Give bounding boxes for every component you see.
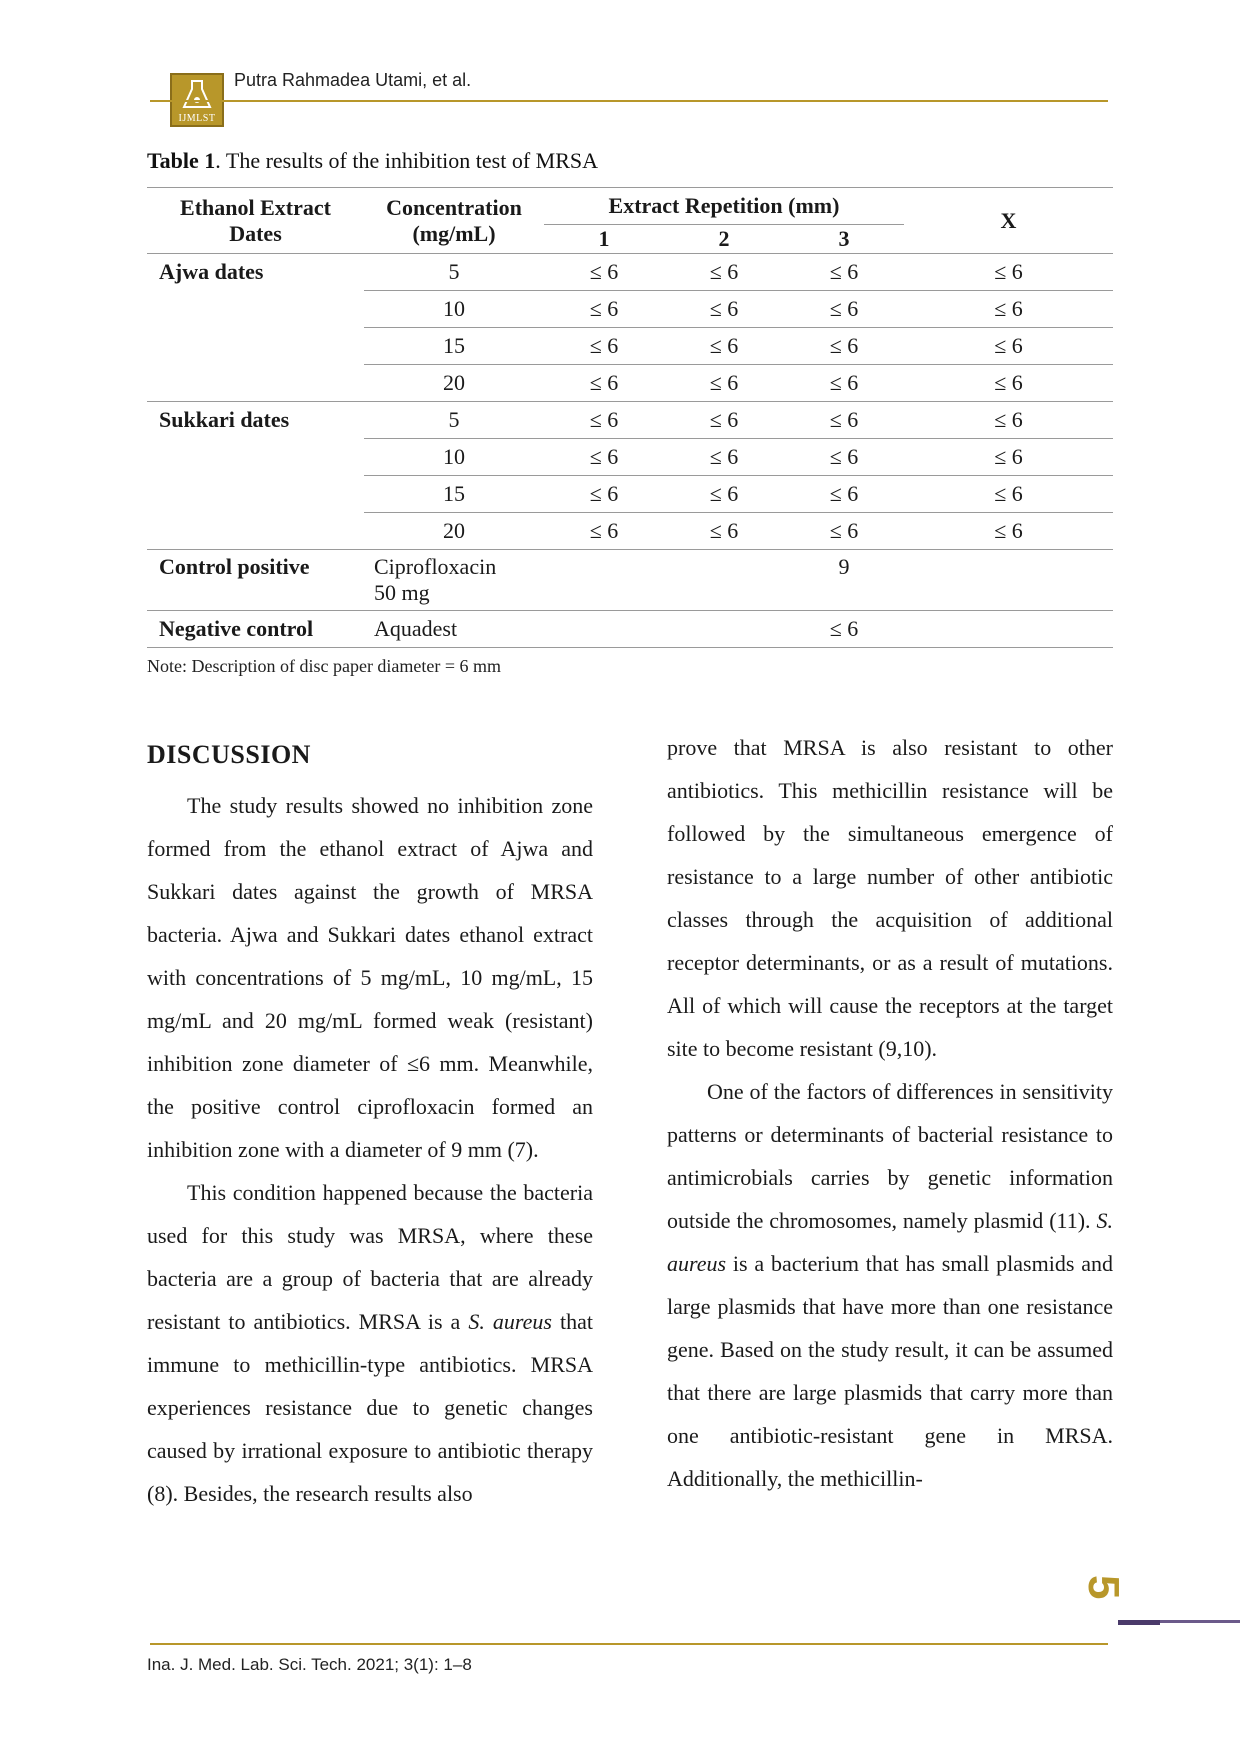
column-left xyxy=(147,740,593,1515)
table-row xyxy=(147,365,1113,402)
cell-empty xyxy=(147,365,364,402)
cell-rep2: ≤ 6 xyxy=(664,513,784,550)
cell-rep3: ≤ 6 xyxy=(784,513,904,550)
table-caption xyxy=(147,148,598,174)
paragraph-text: This condition happened because the bacteria used for this study was MRSA, where these bacteria are a group of bacteria that are already resistant to antibiotics. MRSA is a xyxy=(147,1180,593,1334)
cell-conc: 20 xyxy=(364,365,544,402)
table-row xyxy=(147,550,1113,611)
cell-rep2: ≤ 6 xyxy=(664,291,784,328)
paragraph xyxy=(667,1070,1113,1500)
cell-x: ≤ 6 xyxy=(904,291,1113,328)
cell-x: ≤ 6 xyxy=(904,254,1113,291)
cell-empty xyxy=(147,476,364,513)
cell-empty xyxy=(544,550,664,611)
running-head-authors: Putra Rahmadea Utami, et al. xyxy=(234,70,472,90)
control-positive-agent-line1: Ciprofloxacin xyxy=(374,554,497,579)
cell-rep3: ≤ 6 xyxy=(784,365,904,402)
cell-rep3: ≤ 6 xyxy=(784,328,904,365)
cell-empty xyxy=(904,550,1113,611)
page-number: 5 xyxy=(1079,1575,1128,1600)
cell-empty xyxy=(147,439,364,476)
cell-rep3: ≤ 6 xyxy=(784,439,904,476)
column-right xyxy=(667,735,1113,1500)
table-row xyxy=(147,513,1113,550)
cell-empty xyxy=(147,513,364,550)
cell-rep2: ≤ 6 xyxy=(664,254,784,291)
cell-conc: 10 xyxy=(364,439,544,476)
cell-x: ≤ 6 xyxy=(904,439,1113,476)
paragraph-text: One of the factors of differences in sensitivity patterns or determinants of bacterial resistance to antimicrobials carries by genetic information outside the chromosomes, namely plasmid (11). xyxy=(667,1079,1113,1233)
table-caption-label: Table 1 xyxy=(147,148,216,173)
cell-rep1: ≤ 6 xyxy=(544,402,664,439)
table-caption-text: . The results of the inhibition test of MRSA xyxy=(215,148,599,173)
header-conc-line2: (mg/mL) xyxy=(412,220,496,246)
paragraph xyxy=(147,1171,593,1515)
cell-empty xyxy=(664,611,784,648)
cell-rep3: ≤ 6 xyxy=(784,476,904,513)
control-positive-name: Control positive xyxy=(147,550,364,611)
col-header-concentration xyxy=(364,188,544,254)
cell-empty xyxy=(664,550,784,611)
col-header-rep-3: 3 xyxy=(838,226,850,251)
table-row xyxy=(147,402,1113,439)
cell-rep1: ≤ 6 xyxy=(544,291,664,328)
section-heading-discussion: DISCUSSION xyxy=(147,740,311,769)
cell-conc: 15 xyxy=(364,476,544,513)
cell-conc: 5 xyxy=(364,402,544,439)
cell-rep1: ≤ 6 xyxy=(544,439,664,476)
cell-empty xyxy=(147,328,364,365)
cell-empty xyxy=(147,291,364,328)
table-row xyxy=(147,254,1113,291)
negative-control-value: ≤ 6 xyxy=(784,611,904,648)
cell-empty xyxy=(544,611,664,648)
cell-rep2: ≤ 6 xyxy=(664,328,784,365)
results-table xyxy=(147,187,1113,648)
cell-x: ≤ 6 xyxy=(904,402,1113,439)
cell-rep2: ≤ 6 xyxy=(664,476,784,513)
table-row xyxy=(147,439,1113,476)
species-name: S. aureus xyxy=(468,1309,552,1334)
paragraph: The study results showed no inhibition zone formed from the ethanol extract of Ajwa and Sukkari dates against the growth of MRSA bacteria. Ajwa and Sukkari dates ethanol extract with concentrations of 5 mg/mL, 10 mg/mL, 15 mg/mL and 20 mg/mL formed weak (resistant) inhibition zone diameter of ≤6 mm. Meanwhile, the positive control ciprofloxacin formed an inhibition zone with a diameter of 9 mm (7). xyxy=(147,793,593,1162)
cell-rep2: ≤ 6 xyxy=(664,439,784,476)
paragraph: prove that MRSA is also resistant to other antibiotics. This methicillin resistance will be followed by the simultaneous emergence of resistance to a large number of other antibiotic classes through the acquisition of additional receptor determinants, or as a result of mutations. All of which will cause the receptors at the target site to become resistant (9,10). xyxy=(667,735,1113,1061)
col-header-repetition: Extract Repetition (mm) xyxy=(544,188,904,225)
logo-text: IJMLST xyxy=(178,113,216,124)
col-header-dates xyxy=(147,188,364,254)
cell-rep3: ≤ 6 xyxy=(784,254,904,291)
header-dates-line2: Dates xyxy=(229,220,282,246)
table-note: Note: Description of disc paper diameter = 6 mm xyxy=(147,656,502,676)
cell-x: ≤ 6 xyxy=(904,328,1113,365)
table-row xyxy=(147,611,1113,648)
cell-conc: 20 xyxy=(364,513,544,550)
footer-citation: Ina. J. Med. Lab. Sci. Tech. 2021; 3(1): 1–8 xyxy=(147,1655,472,1674)
cell-rep2: ≤ 6 xyxy=(664,402,784,439)
page-number-bar-accent xyxy=(1118,1620,1160,1625)
col-header-rep-1: 1 xyxy=(598,226,610,251)
group-name-sukkari: Sukkari dates xyxy=(147,402,364,439)
cell-rep2: ≤ 6 xyxy=(664,365,784,402)
cell-conc: 5 xyxy=(364,254,544,291)
col-header-rep-2: 2 xyxy=(718,226,730,251)
cell-rep1: ≤ 6 xyxy=(544,328,664,365)
header-dates-line1: Ethanol Extract xyxy=(180,194,331,220)
cell-rep3: ≤ 6 xyxy=(784,291,904,328)
cell-x: ≤ 6 xyxy=(904,476,1113,513)
cell-x: ≤ 6 xyxy=(904,513,1113,550)
control-positive-value: 9 xyxy=(784,550,904,611)
table-row xyxy=(147,328,1113,365)
group-name-ajwa: Ajwa dates xyxy=(147,254,364,291)
table-row xyxy=(147,291,1113,328)
control-positive-agent xyxy=(364,550,544,611)
control-positive-agent-line2: 50 mg xyxy=(374,580,430,605)
col-header-x: X xyxy=(904,188,1113,254)
flask-icon xyxy=(172,75,222,113)
table-row xyxy=(147,476,1113,513)
cell-rep3: ≤ 6 xyxy=(784,402,904,439)
page-number-bar xyxy=(1118,1620,1240,1623)
species-name: S. aureus xyxy=(667,1208,1113,1276)
paragraph-text: is a bacterium that has small plasmids and large plasmids that have more than one resistance gene. Based on the study result, it can be assumed that there are large plasmids that carry more than one antibiotic-resistant gene in MRSA. Additionally, the methicillin- xyxy=(667,1251,1113,1491)
negative-control-agent: Aquadest xyxy=(364,611,544,648)
cell-rep1: ≤ 6 xyxy=(544,476,664,513)
header-rule xyxy=(150,100,1108,102)
cell-conc: 15 xyxy=(364,328,544,365)
cell-x: ≤ 6 xyxy=(904,365,1113,402)
header-conc-line1: Concentration xyxy=(386,194,522,220)
footer-rule xyxy=(150,1643,1108,1645)
cell-empty xyxy=(904,611,1113,648)
paragraph-text: that immune to methicillin-type antibiotics. MRSA experiences resistance due to genetic changes caused by irrational exposure to antibiotic therapy (8). Besides, the research results also xyxy=(147,1309,593,1506)
cell-rep1: ≤ 6 xyxy=(544,254,664,291)
cell-rep1: ≤ 6 xyxy=(544,513,664,550)
cell-rep1: ≤ 6 xyxy=(544,365,664,402)
negative-control-name: Negative control xyxy=(147,611,364,648)
cell-conc: 10 xyxy=(364,291,544,328)
